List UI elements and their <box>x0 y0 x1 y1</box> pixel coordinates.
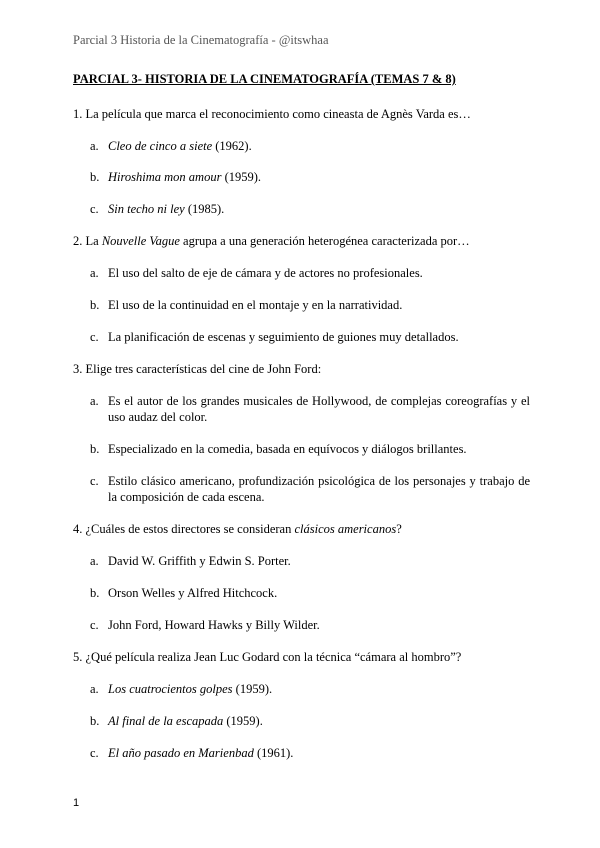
question-5-option-a[interactable] <box>90 681 530 697</box>
question-3-option-c[interactable] <box>90 473 530 505</box>
option-text: La planificación de escenas y seguimiento de guiones muy detallados. <box>108 330 459 344</box>
question-2-option-b[interactable] <box>90 297 530 313</box>
question-2-stem-italic: Nouvelle Vague <box>101 234 180 248</box>
option-year: (1962). <box>212 139 252 153</box>
film-title: El año pasado en Marienbad <box>108 746 254 760</box>
option-year: (1961). <box>253 746 294 760</box>
question-3-option-a[interactable] <box>90 393 530 425</box>
question-2-stem-end: agrupa a una generación heterogénea caracterizada por… <box>179 234 470 248</box>
film-title: Cleo de cinco a siete <box>108 139 213 153</box>
option-letter: c. <box>90 202 99 216</box>
question-1-option-c[interactable] <box>90 201 530 217</box>
document-title: PARCIAL 3- HISTORIA DE LA CINEMATOGRAFÍA (TEMAS 7 & 8) <box>73 72 456 86</box>
film-title: Sin techo ni ley <box>108 202 185 216</box>
option-letter: a. <box>90 394 99 408</box>
film-title: Al final de la escapada <box>108 714 224 728</box>
question-3-stem: 3. Elige tres características del cine de John Ford: <box>73 362 322 376</box>
question-4-stem-end: ? <box>396 522 402 536</box>
question-1-option-b[interactable] <box>90 169 530 185</box>
option-letter: a. <box>90 554 99 568</box>
question-4-stem: 4. ¿Cuáles de estos directores se consideran <box>73 522 295 536</box>
question-5-stem: 5. ¿Qué película realiza Jean Luc Godard con la técnica “cámara al hombro”? <box>73 650 462 664</box>
film-title: Los cuatrocientos golpes <box>108 682 233 696</box>
question-4-option-b[interactable] <box>90 585 530 601</box>
question-3-option-b[interactable] <box>90 441 530 457</box>
option-year: (1959). <box>232 682 273 696</box>
option-letter: b. <box>90 442 100 456</box>
question-4-stem-italic: clásicos americanos <box>294 522 397 536</box>
option-letter: a. <box>90 139 99 153</box>
question-4-option-c[interactable] <box>90 617 530 633</box>
question-1-option-a[interactable] <box>90 138 530 154</box>
option-letter: b. <box>90 170 100 184</box>
page-number: 1 <box>73 797 80 809</box>
option-year: (1959). <box>221 170 262 184</box>
option-letter: a. <box>90 682 99 696</box>
option-letter: c. <box>90 474 99 488</box>
question-2-option-a[interactable] <box>90 265 530 281</box>
page-header: Parcial 3 Historia de la Cinematografía - @itswhaa <box>73 33 329 47</box>
option-text: Es el autor de los grandes musicales de Hollywood, de complejas coreografías y el uso audaz del color. <box>108 394 530 424</box>
option-letter: c. <box>90 746 99 760</box>
question-4-option-a[interactable] <box>90 553 530 569</box>
option-letter: c. <box>90 330 99 344</box>
question-5 <box>73 649 533 665</box>
option-text: El uso de la continuidad en el montaje y en la narratividad. <box>108 298 403 312</box>
question-5-option-b[interactable] <box>90 713 530 729</box>
option-letter: b. <box>90 298 100 312</box>
question-2 <box>73 233 533 249</box>
option-text: El uso del salto de eje de cámara y de actores no profesionales. <box>108 266 423 280</box>
option-letter: c. <box>90 618 99 632</box>
question-2-option-c[interactable] <box>90 329 530 345</box>
option-text: Orson Welles y Alfred Hitchcock. <box>108 586 278 600</box>
question-4 <box>73 521 533 537</box>
question-3 <box>73 361 533 377</box>
option-text: Estilo clásico americano, profundización psicológica de los personajes y trabajo de la composición de cada escena. <box>108 474 530 504</box>
question-1 <box>73 106 533 122</box>
option-text: David W. Griffith y Edwin S. Porter. <box>108 554 291 568</box>
option-text: Especializado en la comedia, basada en equívocos y diálogos brillantes. <box>108 442 467 456</box>
question-1-stem: 1. La película que marca el reconocimiento como cineasta de Agnès Varda es… <box>73 107 471 121</box>
option-year: (1959). <box>223 714 263 728</box>
question-5-option-c[interactable] <box>90 745 530 761</box>
option-text: John Ford, Howard Hawks y Billy Wilder. <box>108 618 320 632</box>
option-year: (1985). <box>184 202 225 216</box>
option-letter: b. <box>90 586 100 600</box>
question-2-stem: 2. La <box>73 234 102 248</box>
option-letter: b. <box>90 714 100 728</box>
film-title: Hiroshima mon amour <box>108 170 222 184</box>
option-letter: a. <box>90 266 99 280</box>
